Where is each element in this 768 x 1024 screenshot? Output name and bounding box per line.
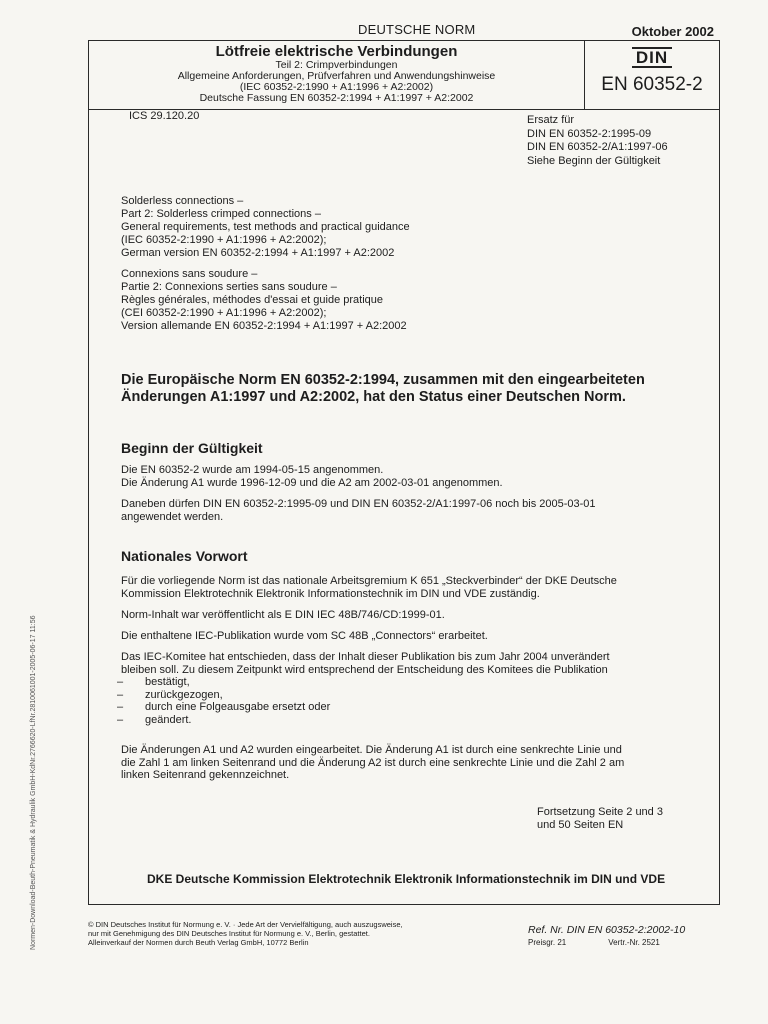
french-line: Règles générales, méthodes d'essai et guide pratique	[121, 294, 383, 306]
french-title-block	[121, 268, 407, 333]
copyright-line: nur mit Genehmigung des DIN Deutsches Institut für Normung e. V., Berlin, gestattet.	[88, 929, 370, 938]
top-bar	[90, 18, 730, 42]
vorwort-paragraph-5	[121, 744, 711, 782]
replaces-line: Siehe Beginn der Gültigkeit	[527, 154, 661, 167]
document-title: Lötfreie elektrische Verbindungen	[215, 43, 458, 60]
copyright-notice	[88, 920, 508, 947]
paragraph-line: Für die vorliegende Norm ist das nationale Arbeitsgremium K 651 „Steckverbinder“ der DKE Deutsche	[121, 575, 617, 587]
continuation-note	[537, 806, 663, 832]
reference-number: Ref. Nr. DIN EN 60352-2:2002-10	[528, 924, 686, 936]
vorwort-paragraph-3: Die enthaltene IEC-Publikation wurde vom SC 48B „Connectors“ erarbeitet.	[121, 630, 488, 642]
vorwort-paragraph-4	[121, 651, 711, 676]
ics-code: ICS 29.120.20	[129, 110, 200, 122]
vorwort-paragraph-1	[121, 575, 711, 600]
replaces-line: Ersatz für	[527, 114, 575, 126]
list-item-text: durch eine Folgeausgabe ersetzt oder	[145, 701, 331, 713]
header-title-cell	[89, 41, 585, 109]
english-line: (IEC 60352-2:1990 + A1:1996 + A2:2002);	[121, 234, 327, 246]
distribution-number: Vertr.-Nr. 2521	[608, 938, 660, 947]
issue-date: Oktober 2002	[631, 24, 714, 39]
standard-number: EN 60352-2	[601, 74, 703, 95]
price-info	[528, 938, 720, 947]
list-item	[117, 701, 330, 714]
dash-marker: –	[117, 688, 124, 701]
norm-type-label: DEUTSCHE NORM	[358, 22, 476, 37]
french-line: Version allemande EN 60352-2:1994 + A1:1997 + A2:2002	[121, 320, 407, 332]
paragraph-line: bleiben soll. Zu diesem Zeitpunkt wird entsprechend der Entscheidung des Komitees die Publikation	[121, 663, 608, 676]
beginn-paragraph-1	[121, 464, 711, 489]
section-heading-vorwort: Nationales Vorwort	[121, 548, 248, 564]
download-stamp: Normen-Download-Beuth-Pneumatik & Hydraulik GmbH-KdNr.2766620-LfNr.2810061001-2005-06-17 11:56	[30, 615, 37, 950]
status-line: Die Europäische Norm EN 60352-2:1994, zusammen mit den eingearbeiteten	[121, 372, 645, 388]
section-heading-beginn: Beginn der Gültigkeit	[121, 440, 263, 456]
subtitle-line: Deutsche Fassung EN 60352-2:1994 + A1:1997 + A2:2002	[199, 92, 474, 104]
english-line: German version EN 60352-2:1994 + A1:1997 + A2:2002	[121, 247, 395, 259]
paragraph-line: Die Änderung A1 wurde 1996-12-09 und die A2 am 2002-03-01 angenommen.	[121, 476, 503, 489]
list-item-text: bestätigt,	[145, 676, 190, 688]
decision-list	[117, 676, 330, 726]
paragraph-line: Kommission Elektrotechnik Elektronik Informationstechnik im DIN und VDE zuständig.	[121, 587, 540, 600]
list-item	[117, 714, 330, 727]
french-line: Partie 2: Connexions serties sans soudure –	[121, 281, 337, 293]
dash-marker: –	[117, 701, 124, 713]
status-line: Änderungen A1:1997 und A2:2002, hat den Status einer Deutschen Norm.	[121, 389, 626, 405]
dash-marker: –	[117, 676, 124, 688]
content-box	[88, 110, 720, 905]
paragraph-line: linken Seitenrand gekennzeichnet.	[121, 769, 290, 781]
french-line: (CEI 60352-2:1990 + A1:1996 + A2:2002);	[121, 307, 327, 319]
copyright-line: © DIN Deutsches Institut für Normung e. V. · Jede Art der Vervielfältigung, auch auszugsweise,	[88, 920, 403, 929]
status-statement	[121, 372, 711, 406]
replaces-line: DIN EN 60352-2/A1:1997-06	[527, 141, 668, 153]
list-item	[117, 676, 330, 689]
subtitle-line: Teil 2: Crimpverbindungen	[275, 59, 398, 71]
paragraph-line: Das IEC-Komitee hat entschieden, dass der Inhalt dieser Publikation bis zum Jahr 2004 unverändert	[121, 651, 610, 663]
copyright-line: Alleinverkauf der Normen durch Beuth Verlag GmbH, 10772 Berlin	[88, 938, 309, 947]
header-box	[88, 40, 720, 110]
din-cell	[585, 41, 719, 109]
continuation-line: Fortsetzung Seite 2 und 3	[537, 806, 663, 818]
list-item-text: geändert.	[145, 713, 192, 726]
english-line: Part 2: Solderless crimped connections –	[121, 208, 321, 220]
paragraph-line: Die Änderungen A1 und A2 wurden eingearbeitet. Die Änderung A1 ist durch eine senkrechte Linie und	[121, 744, 622, 756]
subtitle-line: Allgemeine Anforderungen, Prüfverfahren und Anwendungshinweise	[177, 70, 496, 82]
french-line: Connexions sans soudure –	[121, 268, 258, 280]
vorwort-paragraph-2: Norm-Inhalt war veröffentlicht als E DIN IEC 48B/746/CD:1999-01.	[121, 609, 445, 621]
english-line: General requirements, test methods and practical guidance	[121, 221, 410, 233]
paragraph-line: angewendet werden.	[121, 510, 224, 523]
subtitle-line: (IEC 60352-2:1990 + A1:1996 + A2:2002)	[239, 81, 434, 93]
reference-block	[528, 924, 720, 947]
dash-marker: –	[117, 713, 124, 726]
replaces-block	[527, 114, 668, 168]
price-group: Preisgr. 21	[528, 938, 567, 947]
list-item	[117, 689, 330, 702]
beginn-paragraph-2	[121, 498, 711, 523]
din-logo: DIN	[632, 47, 672, 68]
paragraph-line: Daneben dürfen DIN EN 60352-2:1995-09 und DIN EN 60352-2/A1:1997-06 noch bis 2005-03-01	[121, 498, 596, 510]
list-item-text: zurückgezogen,	[145, 688, 223, 701]
paragraph-line: Die EN 60352-2 wurde am 1994-05-15 angenommen.	[121, 464, 384, 476]
english-line: Solderless connections –	[121, 195, 244, 207]
dke-committee-line: DKE Deutsche Kommission Elektrotechnik Elektronik Informationstechnik im DIN und VDE	[147, 872, 666, 886]
replaces-line: DIN EN 60352-2:1995-09	[527, 127, 652, 140]
paragraph-line: die Zahl 1 am linken Seitenrand und die Änderung A2 ist durch eine senkrechte Linie und die Zahl 2 am	[121, 756, 625, 769]
english-title-block	[121, 195, 410, 260]
continuation-line: und 50 Seiten EN	[537, 819, 624, 831]
